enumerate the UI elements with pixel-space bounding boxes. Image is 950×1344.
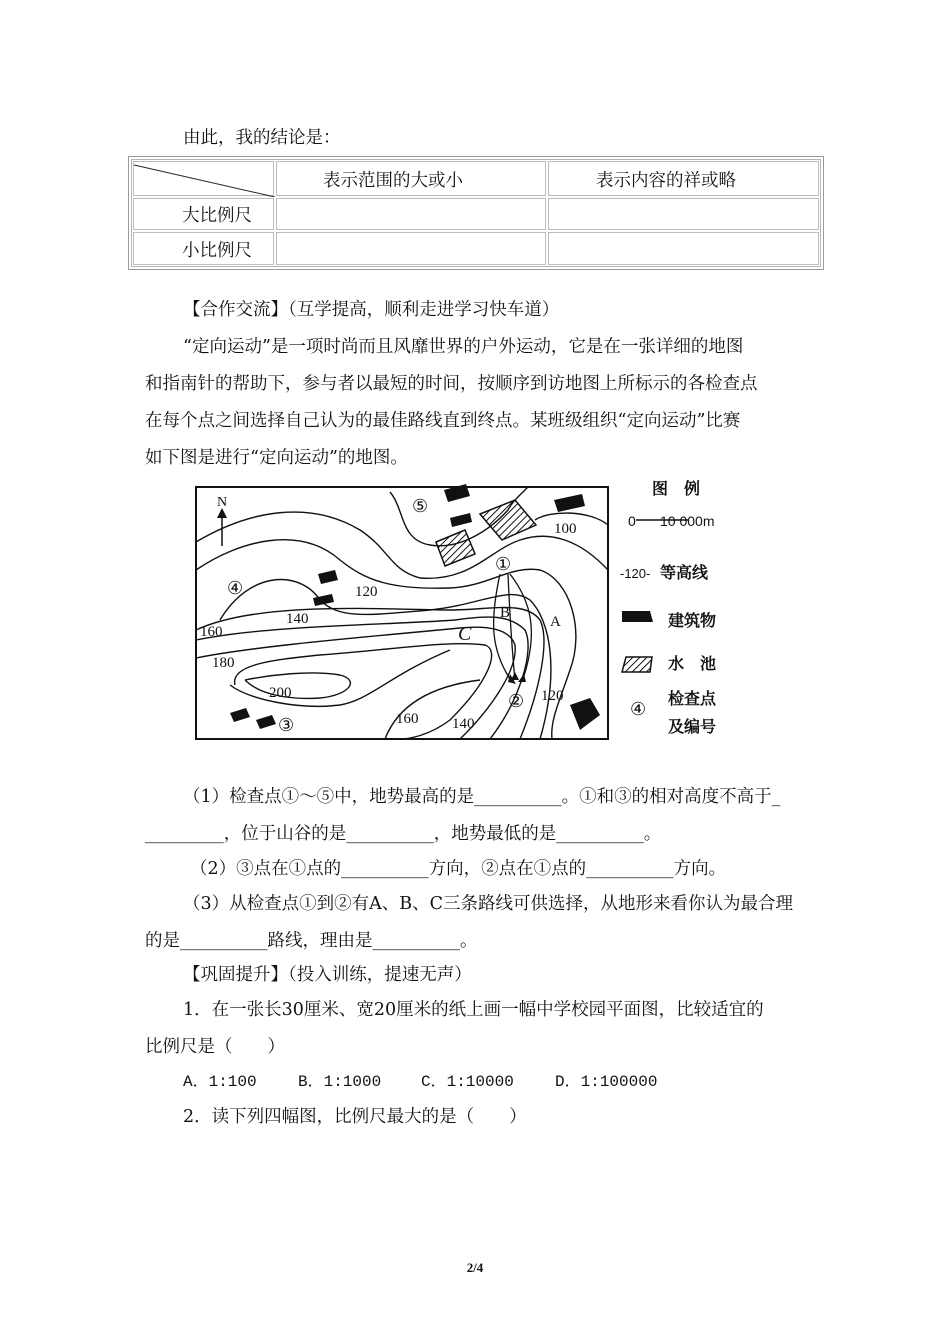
- row-small-scale: 小比例尺: [182, 241, 252, 261]
- contour-label: 160: [396, 711, 419, 727]
- contour-label: 160: [200, 624, 223, 640]
- route-label: A: [550, 614, 561, 630]
- legend-contour-label: 等高线: [660, 565, 709, 582]
- contour-map-figure: [190, 470, 760, 755]
- paragraph-line: “定向运动”是一项时尚而且风靡世界的户外运动，它是在一张详细的地图: [183, 337, 744, 357]
- legend-pond-icon: [622, 657, 652, 672]
- option-c: C．1:10000: [421, 1073, 514, 1091]
- option-b: B．1:1000: [298, 1073, 382, 1091]
- legend-pond-label: 水 池: [668, 656, 717, 673]
- table-cell-empty: [276, 198, 546, 230]
- contour-label: 120: [355, 584, 378, 600]
- exercise-1-line: 1．在一张长30厘米、宽20厘米的纸上画一幅中学校园平面图，比较适宜的: [183, 1000, 764, 1020]
- option-d: D．1:100000: [555, 1073, 658, 1091]
- table-row-label: [133, 198, 274, 230]
- contour-label: 100: [554, 521, 577, 537]
- contour-label: 180: [212, 655, 235, 671]
- exercise-1-line: 比例尺是（ ）: [145, 1037, 285, 1057]
- route-label: B: [500, 605, 511, 621]
- checkpoint-1: ①: [495, 554, 512, 574]
- scale-comparison-table: [128, 156, 824, 270]
- legend-checkpoint-symbol: ④: [630, 699, 647, 719]
- row-large-scale: 大比例尺: [182, 206, 252, 226]
- header-detail: 表示内容的祥或略: [596, 171, 736, 191]
- question-line: （2）③点在①点的__________方向，②点在①点的__________方向。: [190, 859, 727, 879]
- legend-scale-value: 10 000m: [660, 513, 715, 529]
- question-line: 的是__________路线，理由是__________。: [145, 931, 478, 951]
- legend-title: 图 例: [652, 481, 701, 498]
- legend-building-icon: [622, 611, 653, 622]
- table-header-cell: [548, 161, 819, 196]
- contour-label: 140: [452, 716, 475, 732]
- table-cell-empty: [276, 232, 546, 265]
- legend-building-label: 建筑物: [668, 613, 717, 630]
- checkpoint-4: ④: [227, 578, 244, 598]
- section-heading-consolidate: 【巩固提升】（投入训练，提速无声）: [183, 965, 472, 985]
- legend-contour-sample: -120-: [620, 566, 651, 581]
- page-number: 2/4: [466, 1260, 484, 1275]
- route-label: C: [458, 623, 472, 645]
- pond-icon: [436, 530, 475, 566]
- contour-label: 120: [541, 688, 564, 704]
- contour-label: 200: [269, 685, 292, 701]
- checkpoint-3: ③: [278, 715, 295, 735]
- table-header-cell: [276, 161, 546, 196]
- table-corner-cell: [133, 161, 274, 196]
- question-line: _________，位于山谷的是__________，地势最低的是__________。: [145, 824, 662, 844]
- conclusion-text: 由此，我的结论是：: [183, 128, 341, 148]
- legend-checkpoint-label: 检查点: [668, 691, 717, 708]
- legend-checkpoint-label: 及编号: [668, 719, 717, 736]
- exercise-2-line: 2．读下列四幅图，比例尺最大的是（ ）: [183, 1107, 527, 1127]
- question-line: （1）检查点①～⑤中，地势最高的是__________。①和③的相对高度不高于_: [183, 787, 781, 807]
- pond-icon: [480, 500, 536, 540]
- paragraph-line: 和指南针的帮助下，参与者以最短的时间，按顺序到访地图上所标示的各检查点: [145, 374, 758, 394]
- paragraph-line: 如下图是进行“定向运动”的地图。: [145, 448, 408, 468]
- diagonal-line: [134, 162, 275, 197]
- table-cell-empty: [548, 232, 819, 265]
- map-legend: [620, 479, 717, 736]
- question-line: （3）从检查点①到②有A、B、C三条路线可供选择，从地形来看你认为最合理: [183, 894, 794, 914]
- option-a: A．1:100: [183, 1073, 257, 1091]
- north-label: N: [217, 495, 228, 510]
- table-cell-empty: [548, 198, 819, 230]
- paragraph-line: 在每个点之间选择自己认为的最佳路线直到终点。某班级组织“定向运动”比赛: [145, 411, 741, 431]
- contour-label: 140: [286, 611, 309, 627]
- checkpoint-5: ⑤: [412, 496, 429, 516]
- header-range: 表示范围的大或小: [323, 171, 463, 191]
- section-heading-cooperate: 【合作交流】（互学提高，顺利走进学习快车道）: [183, 300, 560, 320]
- legend-scale-zero: 0: [628, 513, 636, 529]
- table-row-label: [133, 232, 274, 265]
- checkpoint-2: ②: [508, 691, 525, 711]
